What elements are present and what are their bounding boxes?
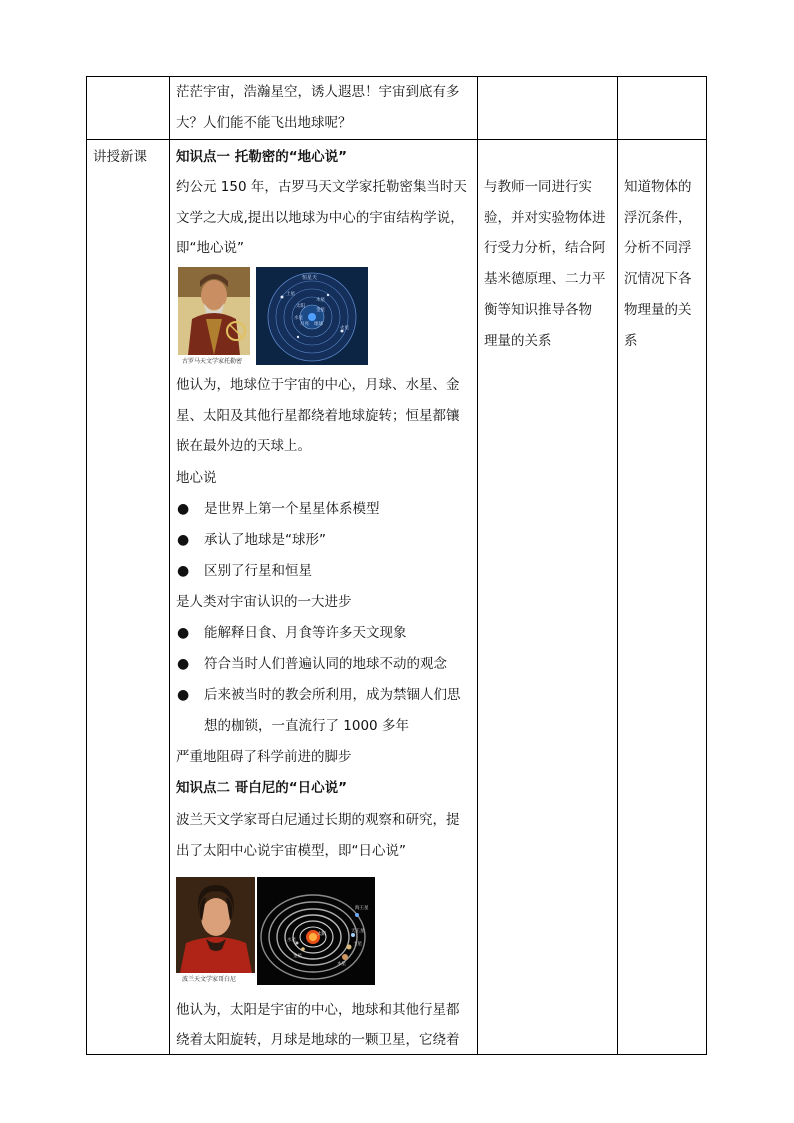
bullet-dot: ● [177, 501, 190, 517]
copernicus-portrait [176, 877, 255, 985]
helio-label: 水星 [287, 938, 296, 943]
geocentric-diagram [256, 267, 368, 365]
copernicus-caption: 波兰天文学家哥白尼 [182, 976, 237, 983]
bullet-dot: ● [177, 532, 190, 548]
geo-label: 地球 [314, 322, 323, 327]
geo-label: 火星 [340, 326, 349, 331]
bullet-item-continuation: 想的枷锁，一直流行了 1000 多年 [204, 718, 409, 734]
bullet-item: 能解释日食、月食等许多天文现象 [204, 625, 407, 641]
kp1-title: 知识点一 托勒密的“地心说” [176, 149, 347, 165]
student-activity-line: 基米德原理、二力平 [484, 271, 606, 287]
geo-label: 太阳 [296, 304, 305, 309]
student-activity-line: 验，并对实验物体进 [484, 210, 606, 226]
row-divider [87, 139, 706, 140]
helio-label: 太阳 [317, 932, 326, 937]
heliocentric-diagram [257, 877, 375, 985]
design-intent-line: 知道物体的 [624, 179, 692, 195]
kp2-desc-line: 他认为，太阳是宇宙的中心，地球和其他行星都 [176, 1002, 460, 1018]
ptolemy-caption: 古罗马天文学家托勒密 [182, 358, 243, 365]
geo-label: 月亮 [300, 322, 309, 327]
geocentric-label: 地心说 [176, 470, 217, 486]
geo-label: 金星 [316, 308, 325, 313]
kp2-title: 知识点二 哥白尼的“日心说” [176, 780, 347, 796]
design-intent-line: 分析不同浮 [624, 240, 692, 256]
bullet-item: 承认了地球是“球形” [204, 532, 326, 548]
bullet-item: 符合当时人们普遍认同的地球不动的观念 [204, 656, 447, 672]
kp1-desc-line: 嵌在最外边的天球上。 [176, 438, 311, 454]
kp2-desc-line: 绕着太阳旋转，月球是地球的一颗卫星，它绕着 [176, 1032, 460, 1048]
copernicus-portrait-image [176, 877, 255, 973]
helio-label: 金星 [293, 954, 302, 959]
design-intent-line: 浮沉条件， [624, 210, 692, 226]
kp1-intro-line: 约公元 150 年，古罗马天文学家托勒密集当时天 [176, 179, 467, 195]
student-activity-line: 行受力分析，结合阿 [484, 240, 606, 256]
helio-label: 海王星 [355, 906, 369, 911]
heliocentric-diagram-image [257, 877, 375, 985]
helio-label: 木星 [337, 962, 346, 967]
conclusion-a: 是人类对宇宙认识的一大进步 [176, 594, 352, 610]
geo-label: 土星 [286, 292, 295, 297]
column-divider [617, 77, 618, 1054]
helio-label: 天王星 [351, 929, 365, 934]
student-activity-line: 与教师一同进行实 [484, 179, 592, 195]
bullet-dot: ● [177, 625, 190, 641]
geo-label: 恒星天 [302, 275, 318, 281]
bullet-item: 是世界上第一个星星体系模型 [204, 501, 380, 517]
geocentric-diagram-image [256, 267, 368, 365]
bullet-item: 后来被当时的教会所利用，成为禁锢人们思 [204, 687, 461, 703]
kp1-intro-line: 文学之大成,提出以地球为中心的宇宙结构学说， [176, 210, 464, 226]
kp2-intro-line: 出了太阳中心说宇宙模型，即“日心说” [176, 843, 406, 859]
design-intent-line: 系 [624, 333, 638, 349]
intro-line-2: 大？人们能不能飞出地球呢？ [176, 115, 352, 131]
intro-line-1: 茫茫宇宙，浩瀚星空，诱人遐思！宇宙到底有多 [176, 84, 460, 100]
conclusion-b: 严重地阻碍了科学前进的脚步 [176, 749, 352, 765]
geo-label: 水星 [294, 316, 303, 321]
bullet-dot: ● [177, 656, 190, 672]
student-activity-line: 理量的关系 [484, 333, 552, 349]
section-label: 讲授新课 [93, 149, 147, 165]
column-divider [477, 77, 478, 1054]
ptolemy-portrait-image [178, 267, 250, 355]
helio-label: 土星 [353, 942, 362, 947]
geo-label: 木星 [316, 298, 325, 303]
ptolemy-portrait [178, 267, 250, 365]
student-activity-line: 衡等知识推导各物 [484, 302, 592, 318]
bullet-item: 区别了行星和恒星 [204, 563, 312, 579]
lesson-table [86, 76, 707, 1055]
bullet-dot: ● [177, 687, 190, 703]
kp1-desc-line: 他认为，地球位于宇宙的中心，月球、水星、金 [176, 377, 460, 393]
bullet-dot: ● [177, 563, 190, 579]
column-divider [169, 77, 170, 1054]
kp2-intro-line: 波兰天文学家哥白尼通过长期的观察和研究，提 [176, 812, 460, 828]
design-intent-line: 沉情况下各 [624, 271, 692, 287]
kp1-desc-line: 星、太阳及其他行星都绕着地球旋转；恒星都镶 [176, 408, 460, 424]
kp1-intro-line: 即“地心说” [176, 240, 244, 256]
design-intent-line: 物理量的关 [624, 302, 692, 318]
